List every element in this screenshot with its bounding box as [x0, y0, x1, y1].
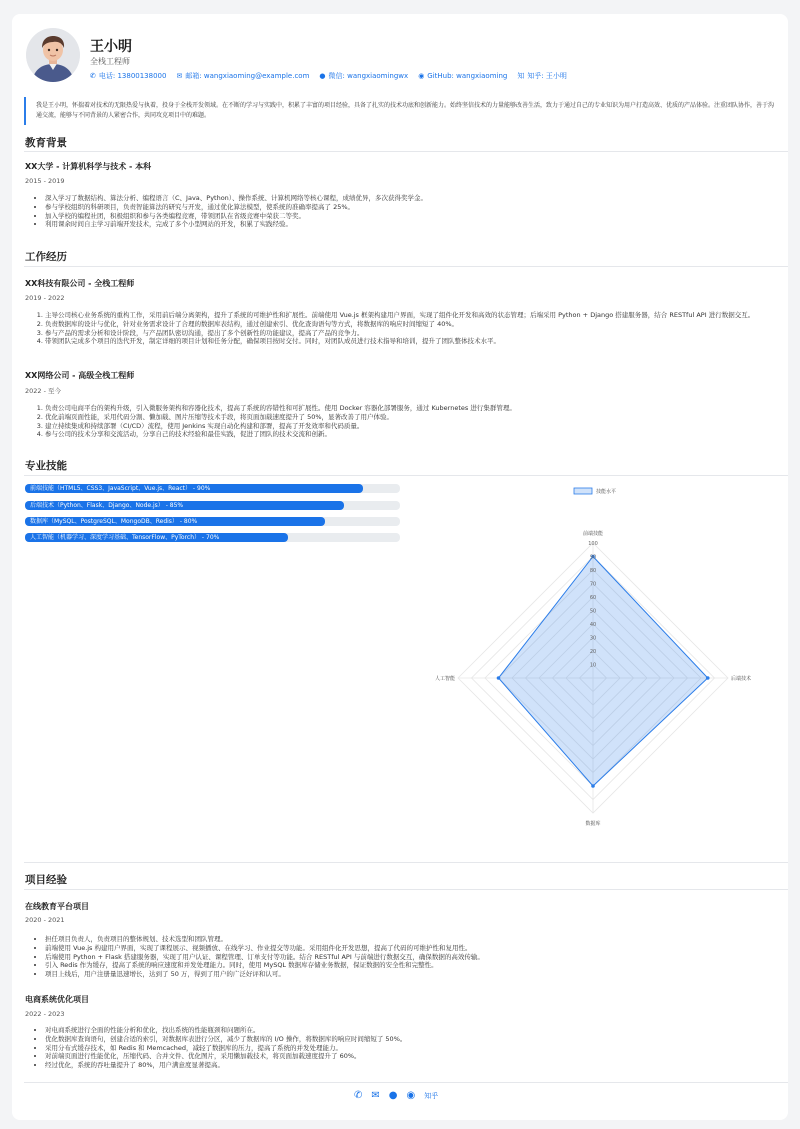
- radar-legend-label: 技能水平: [596, 489, 617, 495]
- contact-github[interactable]: ◉ GitHub: wangxiaoming: [418, 72, 508, 80]
- project-title-2: 电商系统优化项目: [25, 995, 89, 1004]
- contact-email[interactable]: ✉ 邮箱: wangxiaoming@example.com: [176, 72, 310, 80]
- radar-tick-label: 30: [589, 635, 597, 642]
- list-item: • 加入学校的编程社团，积极组织和参与各类编程竞赛，带领团队在省级竞赛中荣获二等奖。: [45, 212, 785, 221]
- education-date: 2015 - 2019: [25, 177, 65, 185]
- radar-tick-label: 40: [589, 622, 597, 628]
- email-icon: ✉: [176, 72, 183, 80]
- work-date-1: 2019 - 2022: [25, 294, 65, 302]
- email-icon[interactable]: ✉: [371, 1090, 380, 1101]
- radar-data-point: [497, 676, 501, 680]
- work-title-2: XX网络公司 - 高级全栈工程师: [25, 371, 135, 380]
- contact-wechat[interactable]: ● 微信: wangxiaomingwx: [319, 72, 409, 80]
- list-item: 2. 优化前端页面性能，采用代码分割、懒加载、图片压缩等技术手段，将页面加载速度提升了 50%，显著改善了用户体验。: [45, 413, 785, 422]
- skill-bar-database: [25, 517, 400, 526]
- project-bullets-1: [45, 935, 785, 979]
- skill-fill: 前端技能（HTML5、CSS3、JavaScript、Vue.js、React） - 90%: [25, 484, 363, 493]
- radar-series-area: [499, 554, 708, 787]
- project-title-1: 在线教育平台项目: [25, 902, 89, 911]
- list-item: • 优化数据库查询语句，创建合适的索引，对数据库表进行分区，减少了数据库的 I/O 操作，将数据库的响应时间缩短了 50%。: [45, 1035, 785, 1044]
- candidate-title: 全栈工程师: [90, 57, 130, 66]
- radar-axis-label: 数据库: [585, 821, 601, 827]
- list-item: • 前端使用 Vue.js 构建用户界面，实现了课程展示、视频播放、在线学习、作业提交等功能。采用组件化开发思想，提高了代码的可维护性和复用性。: [45, 944, 785, 953]
- skill-fill: 人工智能（机器学习、深度学习基础、TensorFlow、PyTorch） - 70%: [25, 533, 288, 542]
- list-item: • 对电商系统进行全面的性能分析和优化，找出系统的性能瓶颈和问题所在。: [45, 1026, 785, 1035]
- radar-tick-label: 90: [589, 554, 597, 561]
- avatar: [26, 28, 80, 82]
- list-item: • 利用课余时间自主学习前端开发技术，完成了多个小型网站的开发，积累了实践经验。: [45, 220, 785, 229]
- contact-list: [90, 71, 567, 81]
- radar-tick-label: 10: [589, 662, 597, 669]
- candidate-name: 王小明: [90, 39, 132, 55]
- list-item: • 采用分布式缓存技术，如 Redis 和 Memcached，减轻了数据库的压力，提高了系统的并发处理能力。: [45, 1044, 785, 1053]
- work-date-2: 2022 - 至今: [25, 387, 62, 395]
- radar-axis-label: 前端技能: [582, 531, 604, 537]
- list-item: 3. 参与产品的需求分析和设计阶段，与产品团队密切沟通，提出了多个创新性的功能建议，提高了产品的竞争力。: [45, 329, 785, 338]
- projects-heading: 项目经验: [25, 874, 67, 886]
- footer-links: [354, 1090, 438, 1101]
- project-date-1: 2020 - 2021: [25, 916, 65, 924]
- wechat-icon: ●: [319, 72, 326, 80]
- radar-axis-label: 人工智能: [434, 676, 455, 682]
- wechat-icon[interactable]: ●: [388, 1090, 398, 1101]
- divider: [24, 1082, 788, 1083]
- list-item: • 深入学习了数据结构、算法分析、编程语言（C、Java、Python）、操作系统、计算机网络等核心课程，成绩优异，多次获得奖学金。: [45, 194, 785, 203]
- work-bullets-2: [45, 404, 785, 439]
- skills-heading: 专业技能: [25, 460, 67, 472]
- list-item: 4. 参与公司的技术分享和交流活动，分享自己的技术经验和最佳实践，促进了团队的技术交流和创新。: [45, 430, 785, 439]
- list-item: 2. 负责数据库的设计与优化，针对业务需求设计了合理的数据库表结构，通过创建索引、优化查询语句等方式，将数据库的响应时间缩短了 40%。: [45, 320, 785, 329]
- list-item: • 经过优化，系统的吞吐量提升了 80%，用户满意度显著提高。: [45, 1061, 785, 1070]
- radar-data-point: [706, 676, 710, 680]
- list-item: 4. 带领团队完成多个项目的迭代开发，制定详细的项目计划和任务分配，确保项目按时交付。同时，对团队成员进行技术指导和培训，提升了团队整体技术水平。: [45, 337, 785, 346]
- list-item: 3. 建立持续集成和持续部署（CI/CD）流程，使用 Jenkins 实现自动化构建和部署，提高了开发效率和代码质量。: [45, 422, 785, 431]
- contact-zhihu[interactable]: 知 知乎: 王小明: [517, 72, 567, 80]
- list-item: • 引入 Redis 作为缓存，提高了系统的响应速度和并发处理能力。同时，使用 MySQL 数据库存储业务数据，保证数据的安全性和完整性。: [45, 961, 785, 970]
- bio-text: 我是王小明，怀揣着对技术的无限热爱与执着，投身于全栈开发领域。在不断的学习与实践中，积累了丰富的项目经验，具备了扎实的技术功底和创新能力。始终坚信技术的力量能够改善生活，致力于通过自己的专业知识为用户打造高效、优质的产品体验。注重团队协作，善于沟通交流，能够与不同背景的人紧密合作，共同攻克项目中的难题。: [24, 97, 776, 125]
- list-item: • 后端使用 Python + Flask 搭建服务器，实现了用户认证、课程管理、订单支付等功能。结合 RESTful API 与前端进行数据交互，确保数据的高效传输。: [45, 953, 785, 962]
- work-title-1: XX科技有限公司 - 全栈工程师: [25, 279, 135, 288]
- divider: [24, 862, 788, 863]
- divider: [24, 151, 788, 152]
- divider: [24, 889, 788, 890]
- radar-axis-label: 后端技术: [731, 676, 752, 682]
- divider: [24, 475, 788, 476]
- education-heading: 教育背景: [25, 137, 67, 149]
- skills-radar-chart: [400, 478, 786, 858]
- radar-data-point: [591, 784, 595, 788]
- radar-tick-label: 60: [589, 595, 597, 601]
- skill-fill: 数据库（MySQL、PostgreSQL、MongoDB、Redis） - 80%: [25, 517, 325, 526]
- list-item: • 担任项目负责人，负责项目的整体规划、技术选型和团队管理。: [45, 935, 785, 944]
- education-title: XX大学 - 计算机科学与技术 - 本科: [25, 162, 152, 171]
- contact-phone[interactable]: ✆ 电话: 13800138000: [90, 72, 167, 80]
- work-heading: 工作经历: [25, 251, 67, 263]
- skill-bar-backend: [25, 501, 400, 510]
- zhihu-icon: 知: [517, 72, 525, 80]
- radar-tick-label: 70: [589, 581, 597, 588]
- radar-tick-label: 20: [589, 649, 597, 655]
- radar-tick-label: 50: [589, 608, 597, 615]
- divider: [24, 266, 788, 267]
- education-bullets: [45, 194, 785, 229]
- skill-bar-ai: [25, 533, 400, 542]
- skill-bar-frontend: [25, 484, 400, 493]
- skill-fill: 后端技术（Python、Flask、Django、Node.js） - 85%: [25, 501, 344, 510]
- list-item: • 对前端页面进行性能优化，压缩代码、合并文件、优化图片，采用懒加载技术，将页面加载速度提升了 60%。: [45, 1052, 785, 1061]
- radar-legend-swatch: [574, 488, 592, 494]
- github-icon: ◉: [418, 72, 425, 80]
- list-item: 1. 负责公司电商平台的架构升级，引入微服务架构和容器化技术，提高了系统的容错性和可扩展性。使用 Docker 容器化部署服务，通过 Kubernetes 进行集群管理。: [45, 404, 785, 413]
- github-icon[interactable]: ◉: [406, 1090, 416, 1101]
- list-item: • 参与学校组织的科研项目，负责智能算法的研究与开发，通过优化算法模型，使系统的准确率提高了 25%。: [45, 203, 785, 212]
- phone-icon: ✆: [90, 72, 96, 80]
- radar-tick-label: 80: [589, 568, 597, 574]
- phone-icon[interactable]: ✆: [354, 1090, 363, 1101]
- radar-tick-label: 100: [588, 541, 598, 547]
- list-item: • 项目上线后，用户注册量迅速增长，达到了 50 万，得到了用户的广泛好评和认可。: [45, 970, 785, 979]
- project-bullets-2: [45, 1026, 785, 1070]
- list-item: 1. 主导公司核心业务系统的重构工作，采用前后端分离架构，提升了系统的可维护性和扩展性。前端使用 Vue.js 框架构建用户界面，实现了组件化开发和高效的状态管理；后端采用 Python + Django 搭建服务器，结合 RESTful API 进行数据交互。: [45, 311, 785, 320]
- project-date-2: 2022 - 2023: [25, 1010, 65, 1018]
- work-bullets-1: [45, 311, 785, 346]
- avatar-illustration: [26, 28, 80, 82]
- zhihu-link[interactable]: 知乎: [424, 1091, 439, 1100]
